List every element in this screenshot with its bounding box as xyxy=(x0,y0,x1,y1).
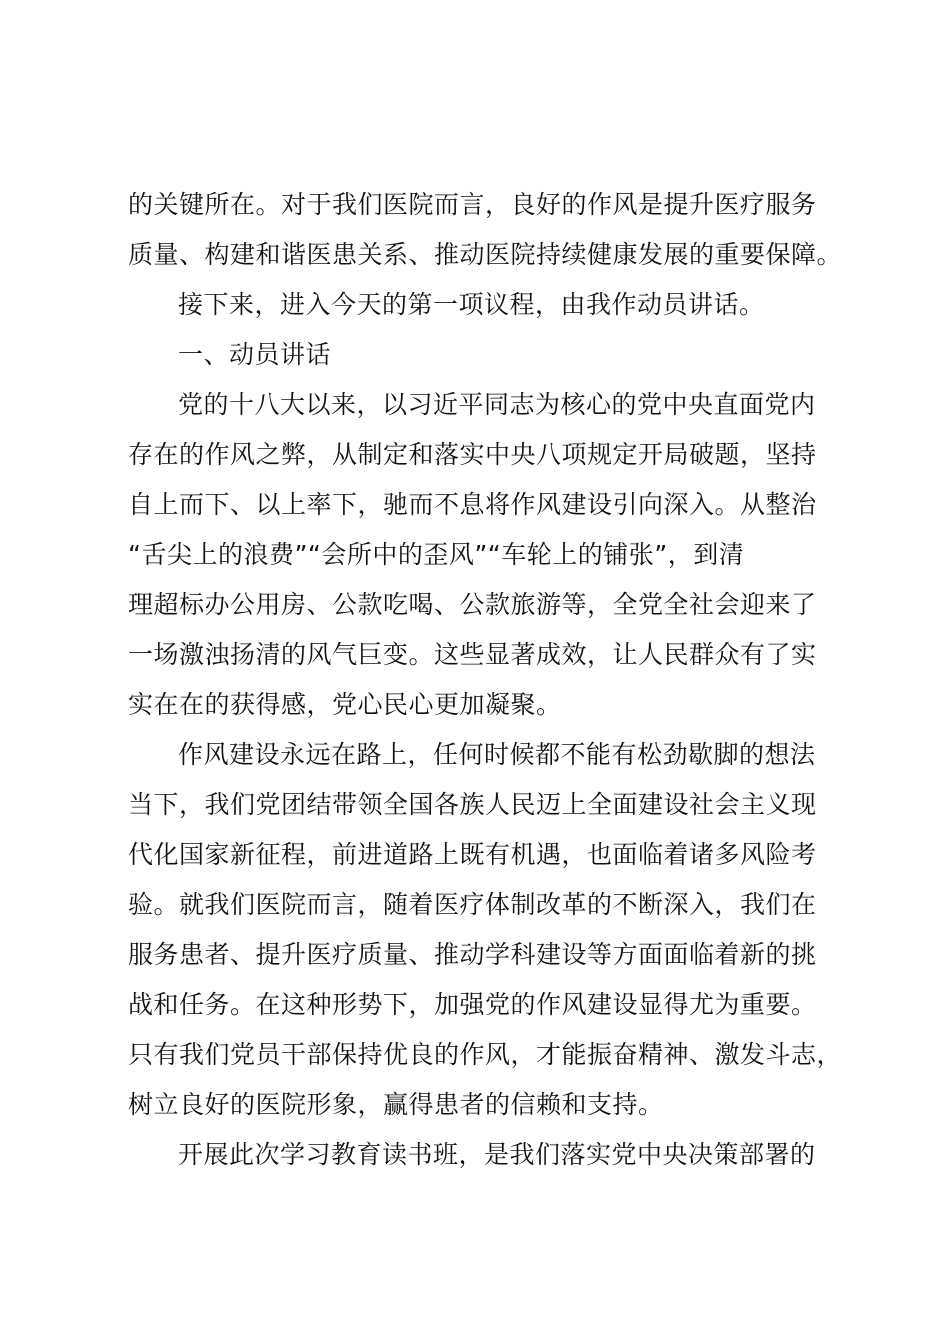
text-line: 开展此次学习教育读书班，是我们落实党中央决策部署的 xyxy=(178,1140,816,1169)
text-line: 只有我们党员干部保持优良的作风，才能振奋精神、激发斗志， xyxy=(128,1040,843,1069)
text-line: 服务患者、提升医疗质量、推动学科建设等方面面临着新的挑 xyxy=(128,940,817,969)
text-line: 当下，我们党团结带领全国各族人民迈上全面建设社会主义现 xyxy=(128,790,817,819)
text-line: 验。就我们医院而言，随着医疗体制改革的不断深入，我们在 xyxy=(128,890,817,919)
text-line: 理超标办公用房、公款吃喝、公款旅游等，全党全社会迎来了 xyxy=(128,590,817,619)
text-line: 作风建设永远在路上，任何时候都不能有松劲歇脚的想法 xyxy=(178,740,816,769)
text-line: 质量、构建和谐医患关系、推动医院持续健康发展的重要保障。 xyxy=(128,240,843,269)
text-line: 战和任务。在这种形势下，加强党的作风建设显得尤为重要。 xyxy=(128,990,817,1019)
text-line: 实在在的获得感，党心民心更加凝聚。 xyxy=(128,690,562,719)
text-line: “舌尖上的浪费”“会所中的歪风”“车轮上的铺张”，到清 xyxy=(128,540,745,569)
text-line: 自上而下、以上率下，驰而不息将作风建设引向深入。从整治 xyxy=(128,490,817,519)
text-line: 一场激浊扬清的风气巨变。这些显著成效，让人民群众有了实 xyxy=(128,640,817,669)
text-line: 代化国家新征程，前进道路上既有机遇，也面临着诸多风险考 xyxy=(128,840,817,869)
text-line: 存在的作风之弊，从制定和落实中央八项规定开局破题，坚持 xyxy=(128,440,817,469)
text-line: 接下来，进入今天的第一项议程，由我作动员讲话。 xyxy=(178,290,765,319)
text-line: 党的十八大以来，以习近平同志为核心的党中央直面党内 xyxy=(178,390,816,419)
text-line: 树立良好的医院形象，赢得患者的信赖和支持。 xyxy=(128,1090,664,1119)
text-line: 的关键所在。对于我们医院而言，良好的作风是提升医疗服务 xyxy=(128,190,817,219)
document-body xyxy=(128,180,848,1180)
section-heading: 一、动员讲话 xyxy=(178,340,332,369)
